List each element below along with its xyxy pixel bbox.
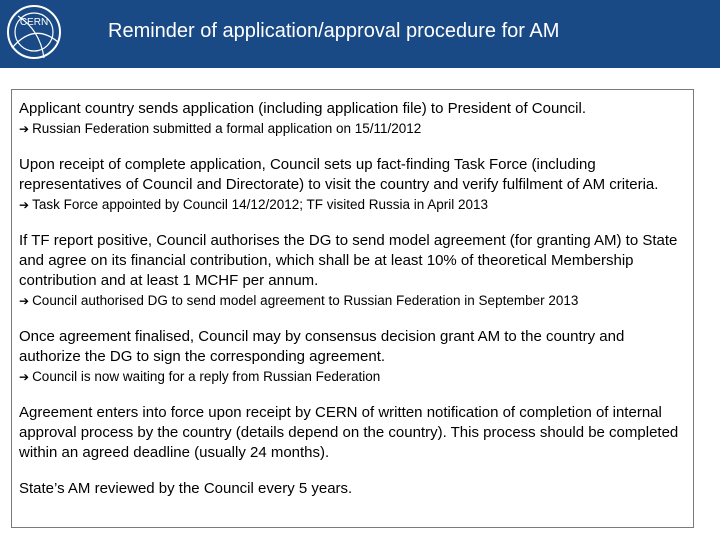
paragraph-4 bbox=[19, 327, 686, 367]
paragraph-1 bbox=[19, 99, 686, 119]
header-bar bbox=[0, 0, 720, 68]
cern-logo bbox=[4, 2, 64, 62]
note-3 bbox=[19, 291, 686, 311]
paragraph-5-text: Agreement enters into force upon receipt by CERN of written notification of completion of internal approval process by the country (details depend on the country). This process should be completed within an agreed deadline (usually 24 months). bbox=[19, 404, 679, 461]
note-3-text: Council authorised DG to send model agreement to Russian Federation in September 2013 bbox=[32, 293, 579, 308]
note-1 bbox=[19, 119, 686, 139]
right-arrow-icon: ➔ bbox=[19, 370, 30, 384]
paragraph-2 bbox=[19, 155, 686, 215]
paragraph-1-text: Applicant country sends application (including application file) to President of Council. bbox=[19, 100, 586, 117]
page-title: Reminder of application/approval procedure for AM bbox=[108, 20, 560, 42]
paragraph-4-text: Once agreement finalised, Council may by consensus decision grant AM to the country and authorize the DG to sign the corresponding agreement. bbox=[19, 328, 625, 365]
paragraph-3 bbox=[19, 231, 686, 291]
note-4 bbox=[19, 367, 686, 387]
paragraph-2-text: Upon receipt of complete application, Council sets up fact-finding Task Force (including representatives of Council and Directorate) to visit the country and verify fulfilment of AM criteria. bbox=[19, 156, 659, 193]
paragraph-6-text: State’s AM reviewed by the Council every 5 years. bbox=[19, 480, 353, 497]
right-arrow-icon: ➔ bbox=[19, 198, 30, 212]
logo-text: CERN bbox=[19, 17, 49, 28]
note-1-text: Russian Federation submitted a formal application on 15/11/2012 bbox=[32, 121, 422, 136]
right-arrow-icon: ➔ bbox=[19, 122, 30, 136]
paragraph-5 bbox=[19, 403, 686, 463]
note-2-text: Task Force appointed by Council 14/12/2012; TF visited Russia in April 2013 bbox=[32, 197, 489, 212]
right-arrow-icon: ➔ bbox=[19, 294, 30, 308]
note-4-text: Council is now waiting for a reply from Russian Federation bbox=[32, 369, 381, 384]
content-box bbox=[11, 89, 694, 528]
paragraph-3-text: If TF report positive, Council authorises the DG to send model agreement (for granting AM) to State and agree on its financial contribution, which shall be at least 10% of theoretical Membership contribution and at least 1 MCHF per annum. bbox=[19, 232, 678, 289]
paragraph-6 bbox=[19, 479, 686, 499]
